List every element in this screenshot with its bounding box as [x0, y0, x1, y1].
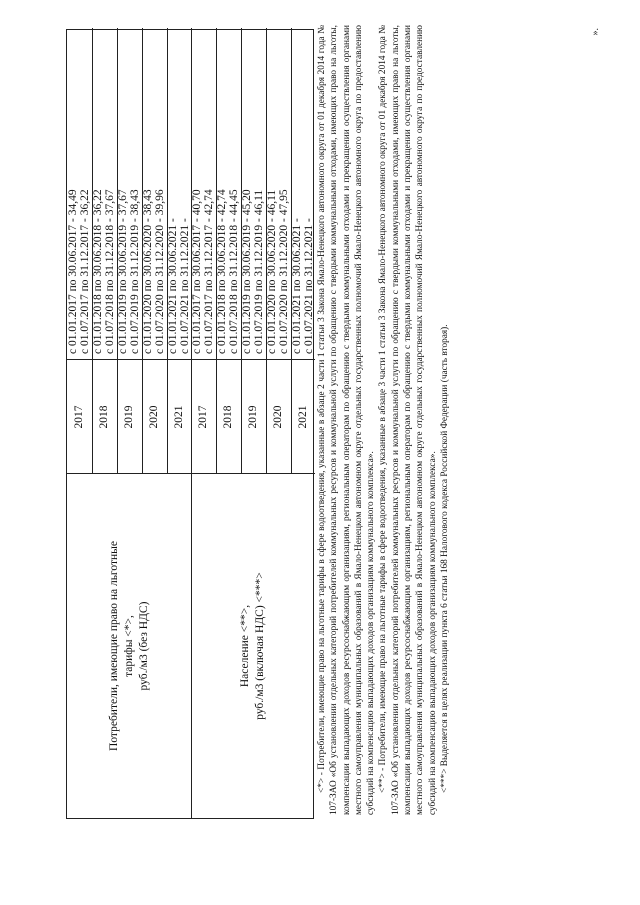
category-cell [67, 474, 191, 818]
period-value: с 01.07.2020 по 31.12.2020 - 39,96 [154, 189, 166, 354]
footnote: <***> Выделяется в целях реализации пункта 6 статьи 168 Налогового кодекса Российской Федерации (часть вторая). [439, 324, 450, 793]
period-value: с 01.01.2019 по 30.06.2019 - 45,20 [241, 189, 253, 354]
period-value: с 01.01.2017 по 30.06.2017 - 40,70 [191, 189, 203, 354]
category-line: Потребители, имеющие право на льготные [107, 541, 120, 751]
year-cell: 2018 [222, 405, 234, 429]
period-value: с 01.01.2021 по 30.06.2021 - [291, 218, 303, 354]
period-value: с 01.07.2019 по 31.12.2019 - 38,43 [129, 189, 141, 354]
period-value: с 01.01.2017 по 30.06.2017 - 34,49 [67, 189, 79, 354]
year-cell: 2019 [123, 405, 135, 429]
period-value: с 01.01.2021 по 30.06.2021 - [167, 218, 179, 354]
footnote: <*> - Потребители, имеющие право на льготные тарифы в сфере водоотведения, указанные в абзаце 2 части 1 статьи 3 Закона Ямало-Ненецкого автономного округа от 01 декабря 2014 года № 107-ЗАО «Об установлении отдельных категорий потребителей коммунальных ресурсов и коммунальной услуги по обращению с твердыми коммунальными отходами, имеющих право на льготы, компенсации выпадающих доходов ресурсоснабжающим организациям, региональным операторам по обращению с твердыми коммунальными отходами и прекращении осуществления органами местного самоуправления муниципальных образований в Ямало-Ненецком автономном округе отдельных государственных полномочий Ямало-Ненецкого автономного округа по предоставлению субсидий на компенсацию выпадающих доходов организациям коммунального комплекса». [317, 25, 377, 815]
period-value: с 01.07.2017 по 31.12.2017 - 36,22 [79, 189, 91, 354]
period-value: с 01.01.2020 по 30.06.2020 - 46,11 [266, 189, 278, 354]
tariff-table [66, 29, 314, 819]
category-line: руб./м3 (включая НДС) <***> [254, 572, 266, 720]
category-cell [191, 474, 315, 818]
year-cell: 2021 [296, 405, 309, 429]
period-value: с 01.07.2017 по 31.12.2017 - 42,74 [203, 189, 215, 354]
period-value: с 01.01.2019 по 30.06.2019 - 37,67 [117, 189, 129, 354]
year-cell: 2019 [247, 405, 259, 429]
category-line: Население <**>, [239, 604, 251, 688]
period-value: с 01.07.2021 по 31.12.2021 - [303, 218, 315, 354]
category-line: руб./м3 (без НДС) [137, 601, 150, 691]
year-cell: 2021 [172, 405, 185, 429]
year-cell: 2017 [73, 405, 85, 429]
category-line: тарифы <*>, [122, 615, 135, 677]
period-value: с 01.07.2020 по 31.12.2020 - 47,95 [278, 189, 290, 354]
period-value: с 01.01.2018 по 30.06.2018 - 42,74 [216, 189, 228, 354]
footnote: <**> - Потребители, имеющие право на льготные тарифы в сфере водоотведения, указанные в абзаце 3 части 1 статьи 3 Закона Ямало-Ненецкого автономного округа от 01 декабря 2014 года № 107-ЗАО «Об установлении отдельных категорий потребителей коммунальных ресурсов и коммунальной услуги по обращению с твердыми коммунальными отходами, имеющих право на льготы, компенсации выпадающих доходов ресурсоснабжающим организациям, региональным операторам по обращению с твердыми коммунальными отходами и прекращении осуществления органами местного самоуправления муниципальных образований в Ямало-Ненецком автономном округе отдельных государственных полномочий Ямало-Ненецкого автономного округа по предоставлению субсидий на компенсацию выпадающих доходов организациям коммунального комплекса». [378, 25, 438, 815]
footnotes [316, 25, 451, 815]
period-value: с 01.07.2018 по 31.12.2018 - 44,45 [228, 189, 240, 354]
closing-quote-mark: ». [590, 28, 601, 36]
period-value: с 01.01.2018 по 30.06.2018 - 36,22 [92, 189, 104, 354]
year-cell: 2018 [98, 405, 110, 429]
period-value: с 01.07.2019 по 31.12.2019 - 46,11 [253, 189, 265, 354]
year-cell: 2017 [197, 405, 209, 429]
year-cell: 2020 [272, 405, 284, 429]
period-value: с 01.01.2020 по 30.06.2020 - 38,43 [142, 189, 154, 354]
period-value: с 01.07.2018 по 31.12.2018 - 37,67 [104, 189, 116, 354]
year-cell: 2020 [148, 405, 160, 429]
period-value: с 01.07.2021 по 31.12.2021 - [179, 218, 191, 354]
